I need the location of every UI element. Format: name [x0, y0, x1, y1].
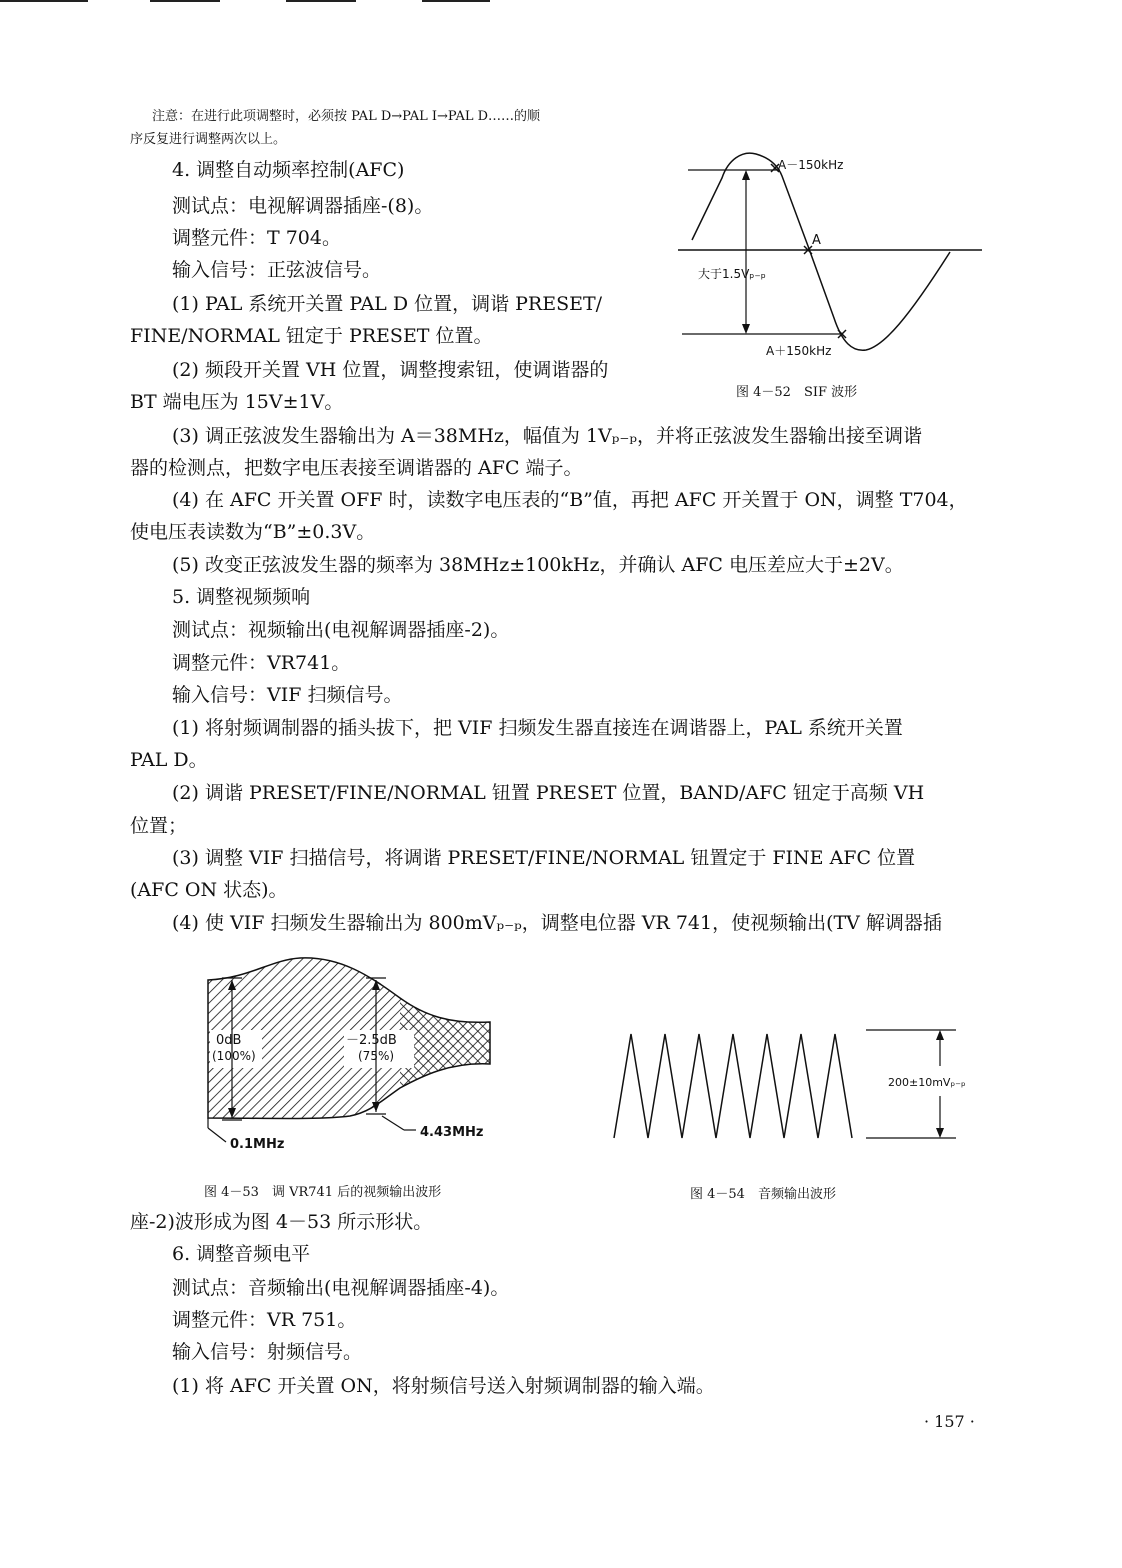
video-step-3a: (3) 调整 VIF 扫描信号，将调谐 PRESET/FINE/NORMAL 钮置定于 FINE AFC 位置: [172, 847, 916, 869]
triangle-wave: [614, 1034, 852, 1138]
afc-step-1b: FINE/NORMAL 钮定于 PRESET 位置。: [130, 325, 493, 347]
scan-edge-line: [422, 0, 490, 2]
afc-test-point: 测试点：电视解调器插座-(8)。: [172, 195, 434, 217]
label-4-43mhz: 4.43MHz: [420, 1125, 484, 1140]
label-75-percent: (75%): [358, 1049, 395, 1063]
video-input: 输入信号：VIF 扫频信号。: [172, 684, 403, 706]
afc-step-2b: BT 端电压为 15V±1V。: [130, 391, 344, 413]
afc-step-2a: (2) 频段开关置 VH 位置，调整搜索钮，使调谐器的: [172, 359, 609, 381]
label-a: A: [812, 233, 821, 248]
audio-step-1: (1) 将 AFC 开关置 ON，将射频信号送入射频调制器的输入端。: [172, 1375, 715, 1397]
afc-component: 调整元件：T 704。: [172, 227, 341, 249]
scan-edge-line: [286, 0, 356, 2]
sif-waveform-figure: [670, 140, 1000, 370]
figure-4-53-caption: 图 4－53 调 VR741 后的视频输出波形: [204, 1185, 442, 1200]
label-0-1mhz: 0.1MHz: [230, 1137, 285, 1152]
page-number: · 157 ·: [924, 1412, 975, 1431]
afc-input: 输入信号：正弦波信号。: [172, 259, 382, 281]
arrow-head-up: [742, 170, 750, 180]
audio-test-point: 测试点：音频输出(电视解调器插座-4)。: [172, 1277, 510, 1299]
video-step-1b: PAL D。: [130, 749, 208, 771]
video-step-3b: (AFC ON 状态)。: [130, 879, 288, 901]
section-5-heading: 5. 调整视频频响: [172, 586, 311, 608]
sif-curve: [692, 153, 950, 350]
scan-edge-line: [150, 0, 220, 2]
label-a-plus-150khz: A＋150kHz: [766, 344, 832, 358]
label-0db: 0dB: [216, 1033, 242, 1048]
afc-step-3a: (3) 调正弦波发生器输出为 A＝38MHz，幅值为 1Vₚ₋ₚ，并将正弦波发生器输出接至调谐: [172, 425, 923, 447]
label-100-percent: (100%): [212, 1049, 256, 1063]
video-step-2b: 位置；: [130, 815, 188, 837]
afc-step-4a: (4) 在 AFC 开关置 OFF 时，读数字电压表的“B”值，再把 AFC 开关置于 ON，调整 T704，: [172, 489, 968, 511]
arrow-head-down: [936, 1128, 944, 1138]
figure-4-54-caption: 图 4－54 音频输出波形: [690, 1187, 836, 1202]
video-output-waveform-figure: [200, 952, 520, 1162]
video-step-4b: 座-2)波形成为图 4－53 所示形状。: [130, 1211, 433, 1233]
afc-step-4b: 使电压表读数为“B”±0.3V。: [130, 521, 376, 543]
section-6-heading: 6. 调整音频电平: [172, 1243, 311, 1265]
arrow-head-down: [742, 324, 750, 334]
note-line-2: 序反复进行调整两次以上。: [130, 132, 287, 147]
arrow-head-up: [936, 1030, 944, 1040]
label-minus-2-5db: －2.5dB: [346, 1033, 397, 1048]
label-200mv: 200±10mVₚ₋ₚ: [888, 1076, 966, 1089]
afc-step-3b: 器的检测点，把数字电压表接至调谐器的 AFC 端子。: [130, 457, 583, 479]
video-step-1a: (1) 将射频调制器的插头拔下，把 VIF 扫频发生器直接连在调谐器上，PAL 系统开关置: [172, 717, 903, 739]
audio-output-waveform-figure: [600, 1016, 990, 1156]
video-test-point: 测试点：视频输出(电视解调器插座-2)。: [172, 619, 510, 641]
leader-4-43mhz: [382, 1116, 404, 1130]
afc-step-5: (5) 改变正弦波发生器的频率为 38MHz±100kHz，并确认 AFC 电压差应大于±2V。: [172, 554, 904, 576]
afc-step-1a: (1) PAL 系统开关置 PAL D 位置，调谐 PRESET/: [172, 293, 603, 315]
leader-0-1mhz: [208, 1128, 226, 1142]
label-a-minus-150khz: A－150kHz: [778, 158, 844, 172]
video-step-2a: (2) 调谐 PRESET/FINE/NORMAL 钮置 PRESET 位置，BAND/AFC 钮定于高频 VH: [172, 782, 925, 804]
label-amplitude: 大于1.5Vₚ₋ₚ: [698, 267, 766, 281]
scan-edge-line: [0, 0, 88, 2]
note-line-1: 注意：在进行此项调整时，必须按 PAL D→PAL I→PAL D……的顺: [152, 109, 541, 124]
section-4-heading: 4. 调整自动频率控制(AFC): [172, 159, 405, 181]
figure-4-52-caption: 图 4－52 SIF 波形: [736, 385, 858, 400]
audio-input: 输入信号：射频信号。: [172, 1341, 363, 1363]
video-step-4a: (4) 使 VIF 扫频发生器输出为 800mVₚ₋ₚ，调整电位器 VR 741，使视频输出(TV 解调器插: [172, 912, 942, 934]
audio-component: 调整元件：VR 751。: [172, 1309, 357, 1331]
video-component: 调整元件：VR741。: [172, 652, 351, 674]
